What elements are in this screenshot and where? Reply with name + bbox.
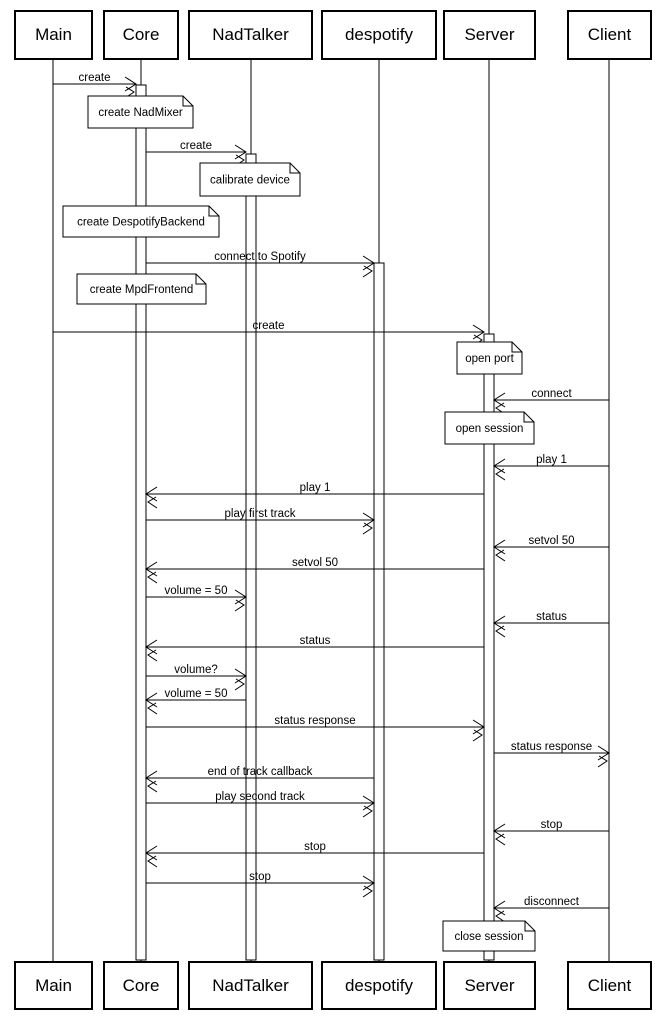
note-open-port (457, 342, 522, 374)
message-label: status response (274, 715, 356, 727)
arrowhead-icon (146, 487, 157, 508)
note-text: create MpdFrontend (89, 284, 194, 296)
note-text: calibrate device (210, 174, 290, 187)
arrowhead-icon (146, 693, 157, 714)
note-create-nadmixer (88, 96, 193, 128)
note-open-session (445, 412, 534, 444)
activation-nadtalker (246, 154, 256, 960)
message-status-12 (146, 635, 484, 661)
arrowhead-icon (146, 771, 157, 792)
message-setvol-50-9 (146, 557, 484, 583)
message-label: setvol 50 (528, 535, 575, 547)
message-stop-21 (146, 871, 374, 897)
message-label: stop (249, 871, 271, 883)
participant-box-nadtalker-top: NadTalker (188, 10, 313, 60)
note-calibrate-device (200, 163, 300, 196)
message-label: connect to Spotify (214, 251, 306, 263)
note-text: close session (454, 931, 524, 943)
message-create-1 (146, 140, 246, 166)
arrowhead-icon (494, 901, 505, 922)
arrowhead-icon (494, 824, 505, 845)
message-status-response-16 (494, 741, 609, 767)
message-label: create (78, 72, 111, 84)
participant-box-core-bottom: Core (103, 961, 179, 1010)
arrowhead-icon (363, 256, 374, 277)
message-label: play 1 (299, 482, 331, 494)
arrowhead-icon (494, 459, 505, 480)
participant-box-server-bottom: Server (443, 961, 536, 1010)
participant-box-nadtalker-bottom: NadTalker (188, 961, 313, 1010)
message-connect-to-spotify-2 (146, 251, 374, 277)
message-label: create (180, 140, 212, 152)
participant-box-main-top: Main (14, 10, 93, 60)
message-play-1-5 (494, 454, 609, 480)
participant-box-client-top: Client (567, 10, 652, 60)
participant-box-despotify-top: despotify (321, 10, 437, 60)
message-label: connect (531, 388, 572, 400)
arrowhead-icon (125, 77, 136, 98)
message-create-3 (53, 320, 484, 346)
message-label: volume? (174, 664, 218, 676)
participant-box-despotify-bottom: despotify (321, 961, 437, 1010)
message-play-first-track-7 (146, 508, 374, 534)
note-text: open session (455, 423, 524, 435)
note-create-mpdfrontend (77, 274, 206, 304)
arrowhead-icon (235, 590, 246, 611)
note-text: create DespotifyBackend (77, 216, 205, 229)
participant-box-main-bottom: Main (14, 961, 93, 1010)
arrowhead-icon (494, 393, 505, 414)
participant-box-core-top: Core (103, 10, 179, 60)
note-close-session (443, 921, 535, 951)
message-label: volume = 50 (164, 688, 228, 700)
note-text: create NadMixer (98, 107, 183, 119)
arrowhead-icon (363, 513, 374, 534)
arrowhead-icon (473, 720, 484, 741)
message-volume-13 (146, 664, 246, 690)
arrowhead-icon (363, 796, 374, 817)
arrowhead-icon (146, 640, 157, 661)
message-label: end of track callback (207, 766, 313, 778)
message-label: play 1 (536, 454, 567, 466)
message-label: status (536, 611, 567, 623)
message-connect-4 (494, 388, 609, 414)
note-text: open port (465, 353, 514, 365)
message-create-0 (53, 72, 136, 98)
arrowhead-icon (363, 876, 374, 897)
message-label: disconnect (524, 896, 579, 908)
message-label: create (252, 320, 285, 332)
message-status-11 (494, 611, 609, 637)
message-stop-19 (494, 819, 609, 845)
message-setvol-50-8 (494, 535, 609, 561)
arrowhead-icon (494, 616, 505, 637)
arrowhead-icon (146, 846, 157, 867)
message-label: volume = 50 (164, 585, 228, 597)
arrowhead-icon (598, 746, 609, 767)
message-label: play first track (224, 508, 296, 520)
message-status-response-15 (146, 715, 484, 741)
activation-despotify (374, 263, 384, 960)
message-play-1-6 (146, 482, 484, 508)
message-label: status (299, 635, 331, 647)
message-label: status response (510, 741, 593, 753)
message-volume-50-10 (146, 585, 246, 611)
participant-box-server-top: Server (443, 10, 536, 60)
arrowhead-icon (235, 669, 246, 690)
message-label: play second track (215, 791, 305, 803)
arrowhead-icon (494, 540, 505, 561)
note-create-despotifybackend (63, 206, 219, 237)
message-disconnect-22 (494, 896, 609, 922)
message-label: stop (304, 841, 326, 853)
message-label: setvol 50 (291, 557, 339, 569)
message-play-second-track-18 (146, 791, 374, 817)
participant-box-client-bottom: Client (567, 961, 652, 1010)
message-volume-50-14 (146, 688, 246, 714)
message-stop-20 (146, 841, 484, 867)
message-end-of-track-callback-17 (146, 766, 374, 792)
arrowhead-icon (146, 562, 157, 583)
message-label: stop (540, 819, 563, 831)
